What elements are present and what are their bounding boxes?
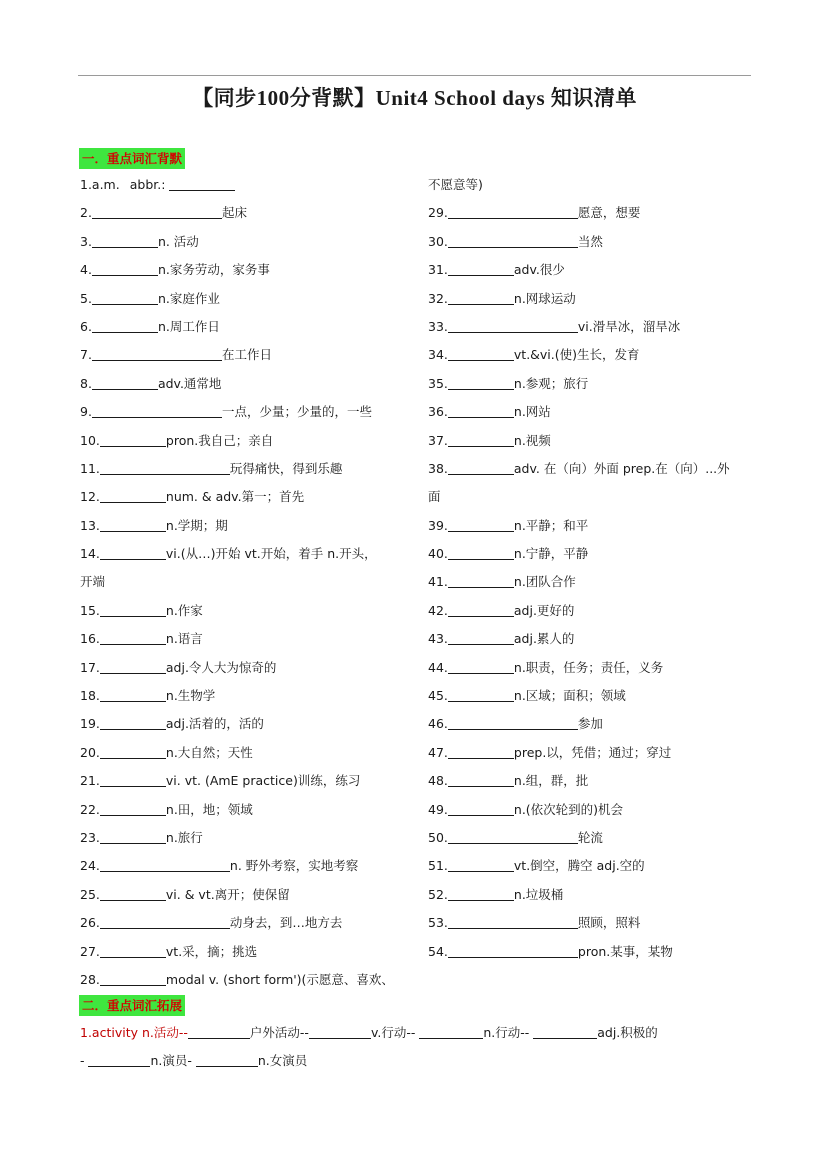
vocab-item [80,341,410,369]
item-number: 11. [80,460,100,476]
item-definition: n.网站 [513,404,551,420]
item-number: 42. [428,602,448,618]
vocab-item [80,512,410,540]
item-definition: n.参观；旅行 [513,375,589,391]
vocab-item [428,682,758,710]
answer-blank[interactable] [448,829,578,844]
item-number: 46. [428,716,448,732]
vocab-item [428,852,758,880]
item-definition: 参加 [577,716,603,732]
answer-blank[interactable] [448,914,578,929]
item-definition: n.区域；面积；领域 [513,688,626,704]
answer-blank[interactable] [448,630,514,645]
answer-blank[interactable] [448,687,514,702]
item-number: 53. [428,915,448,931]
item-definition: n.旅行 [165,829,203,845]
vocab-item [80,654,410,682]
item-number: 37. [428,432,448,448]
vocab-item [428,256,758,284]
item-number: 18. [80,688,100,704]
item-number: 6. [80,318,92,334]
answer-blank[interactable] [100,545,166,560]
vocab-item [428,285,758,313]
item-definition: vi. vt. (AmE practice)训练，练习 [165,773,361,789]
answer-blank[interactable] [100,715,166,730]
extension-part: 户外活动-- [249,1025,309,1040]
item-definition: 当然 [577,233,603,249]
vocab-item [80,228,410,256]
item-definition: 愿意，想要 [577,205,641,221]
item-number: 9. [80,404,92,420]
answer-blank[interactable] [100,630,166,645]
item-definition: n.大自然；天性 [165,744,253,760]
answer-blank[interactable] [448,659,514,674]
item-number: 41. [428,574,448,590]
answer-blank[interactable] [448,943,578,958]
answer-blank[interactable] [448,744,514,759]
vocab-item [428,540,758,568]
item-definition: 一点，少量；少量的，一些 [221,404,372,420]
vocab-item [80,710,410,738]
vocab-item [80,398,410,426]
vocab-item [428,739,758,767]
vocab-item [80,824,410,852]
answer-blank[interactable] [100,488,166,503]
vocab-item [80,370,410,398]
item-number: 50. [428,829,448,845]
vocab-item [428,625,758,653]
vocab-item [428,341,758,369]
item-number: 4. [80,262,92,278]
answer-blank[interactable] [448,801,514,816]
answer-blank[interactable] [100,829,166,844]
item-definition: n.平静；和平 [513,517,589,533]
item-number: 27. [80,943,100,959]
item-number: 15. [80,602,100,618]
item-number: 2. [80,205,92,221]
item-number: 25. [80,886,100,902]
answer-blank[interactable] [100,857,230,872]
vocab-item [80,909,410,937]
item-number: 51. [428,858,448,874]
item-definition: n.职责，任务；责任，义务 [513,659,664,675]
item-number: 22. [80,801,100,817]
vocab-item [80,881,410,909]
extension-line-actor [80,1051,307,1071]
answer-blank[interactable] [100,460,230,475]
item-number: 32. [428,290,448,306]
answer-blank[interactable] [100,659,166,674]
item-number: 34. [428,347,448,363]
item-definition: adj.更好的 [513,602,575,618]
item-prefix: abbr.: [129,177,166,192]
item-definition: vi. & vt.离开；使保留 [165,886,290,902]
extension-part: adj.积极的 [597,1025,658,1040]
item-number: 54. [428,943,448,959]
item-definition: vt.&vi.(使)生长，发育 [513,347,640,363]
answer-blank[interactable] [169,176,235,191]
vocab-item [80,256,410,284]
answer-blank[interactable] [448,318,578,333]
vocab-item [80,966,410,994]
item-number: 12. [80,489,100,505]
answer-blank[interactable] [448,346,514,361]
item-definition: 不愿意等) [428,177,483,192]
answer-blank[interactable] [100,943,166,958]
item-definition: 动身去，到…地方去 [229,915,343,931]
item-number: 28. [80,971,100,987]
item-number: 35. [428,375,448,391]
item-definition: vi.(从…)开始 vt.开始，着手 n.开头， [165,546,377,562]
vocab-item [428,909,758,937]
answer-blank[interactable] [448,886,514,901]
item-definition: adv.通常地 [157,375,222,391]
vocab-item [428,398,758,426]
vocab-column-right [428,171,758,966]
vocab-item [428,199,758,227]
vocab-item [428,938,758,966]
extension-lead: 1.activity n.活动-- [80,1025,188,1040]
answer-blank[interactable] [92,318,158,333]
extension-part: v.行动-- [370,1025,420,1040]
item-definition: n.生物学 [165,688,216,704]
item-definition: adv. 在（向）外面 prep.在（向）...外 [513,460,730,476]
item-number: 10. [80,432,100,448]
vocab-item [80,171,410,199]
vocab-item [428,568,758,596]
answer-blank[interactable] [448,857,514,872]
answer-blank[interactable] [188,1024,250,1039]
answer-blank[interactable] [100,744,166,759]
vocab-item [428,654,758,682]
section-heading-extension: 二．重点词汇拓展 [79,995,185,1016]
vocab-item [428,796,758,824]
item-definition: adj.令人大为惊奇的 [165,659,277,675]
answer-blank[interactable] [100,687,166,702]
vocab-item [80,483,410,511]
vocab-item [80,455,410,483]
item-definition: n.(依次轮到的)机会 [513,801,624,817]
item-definition: 起床 [221,205,247,221]
item-definition: n.垃圾桶 [513,886,564,902]
answer-blank[interactable] [92,233,158,248]
vocab-item [428,881,758,909]
answer-blank[interactable] [448,261,514,276]
vocab-item [428,767,758,795]
answer-blank[interactable] [92,375,158,390]
header-rule [78,75,751,76]
item-definition: n.家务劳动，家务事 [157,262,270,278]
item-number: 43. [428,631,448,647]
item-definition: 玩得痛快，得到乐趣 [229,460,343,476]
item-definition: n.周工作日 [157,318,220,334]
vocab-item [80,597,410,625]
answer-blank[interactable] [448,772,514,787]
item-definition: prep.以，凭借；通过；穿过 [513,744,672,760]
answer-blank[interactable] [448,290,514,305]
answer-blank[interactable] [448,460,514,475]
answer-blank[interactable] [92,290,158,305]
answer-blank[interactable] [448,545,514,560]
answer-blank[interactable] [100,772,166,787]
answer-blank[interactable] [448,403,514,418]
answer-blank[interactable] [419,1024,483,1039]
item-number: 16. [80,631,100,647]
vocab-item [428,313,758,341]
vocab-item [428,370,758,398]
answer-blank[interactable] [100,886,166,901]
answer-blank[interactable] [100,432,166,447]
item-definition: vi.滑旱冰，溜旱冰 [577,318,681,334]
item-definition: n. 活动 [157,233,199,249]
answer-blank[interactable] [100,971,166,986]
item-definition: 面 [428,489,441,505]
answer-blank[interactable] [92,403,222,418]
item-definition: n.团队合作 [513,574,576,590]
item-definition: modal v. (short form')(示愿意、喜欢、 [165,971,394,987]
vocab-item [80,540,410,568]
vocab-item-continuation [428,171,758,199]
section-heading-vocab: 一．重点词汇背默 [79,148,185,169]
item-number: 3. [80,233,92,249]
vocab-column-left [80,171,410,994]
vocab-item [428,427,758,455]
vocab-item [428,710,758,738]
answer-blank[interactable] [88,1052,150,1067]
item-definition: n.田，地；领域 [165,801,253,817]
item-definition: n.作家 [165,602,203,618]
item-number: 30. [428,233,448,249]
answer-blank[interactable] [533,1024,597,1039]
item-definition: n.网球运动 [513,290,576,306]
item-definition: pron.我自己；亲自 [165,432,274,448]
vocab-item [80,852,410,880]
item-definition: n.组，群，批 [513,773,589,789]
item-number: 7. [80,347,92,363]
item-number: 47. [428,744,448,760]
answer-blank[interactable] [196,1052,258,1067]
extension-part: n.行动-- [483,1025,534,1040]
vocab-item [80,767,410,795]
item-definition: n.宁静，平静 [513,546,589,562]
item-definition: n.视频 [513,432,551,448]
page-title: 【同步100分背默】Unit4 School days 知识清单 [192,86,637,110]
item-number: 45. [428,688,448,704]
item-definition: n.学期；期 [165,517,228,533]
item-number: 8. [80,375,92,391]
item-definition: 开端 [80,574,106,590]
item-number: 40. [428,546,448,562]
answer-blank[interactable] [92,346,222,361]
item-number: 13. [80,517,100,533]
extension-line-activity [80,1023,658,1043]
item-definition: n. 野外考察，实地考察 [229,858,359,874]
extension-part: n.女演员 [257,1053,308,1068]
item-number: 24. [80,858,100,874]
vocab-item-continuation [428,483,758,511]
item-definition: 轮流 [577,829,603,845]
item-definition: vt.倒空，腾空 adj.空的 [513,858,645,874]
item-number: 49. [428,801,448,817]
answer-blank[interactable] [448,375,514,390]
item-definition: 照顾，照料 [577,915,641,931]
answer-blank[interactable] [448,204,578,219]
item-number: 38. [428,460,448,476]
vocab-item [80,625,410,653]
vocab-item [428,228,758,256]
item-number: 26. [80,915,100,931]
item-number: 52. [428,886,448,902]
answer-blank[interactable] [448,517,514,532]
answer-blank[interactable] [309,1024,371,1039]
vocab-item [80,199,410,227]
vocab-item [428,512,758,540]
item-number: 36. [428,404,448,420]
answer-blank[interactable] [92,261,158,276]
item-number: 21. [80,773,100,789]
vocab-item [428,597,758,625]
item-definition: adj.活着的，活的 [165,716,264,732]
vocab-item [428,455,758,483]
item-number: 20. [80,744,100,760]
vocab-item [80,739,410,767]
item-definition: adv.很少 [513,262,565,278]
vocab-item [80,796,410,824]
extension-lead: - [80,1053,89,1068]
vocab-item-continuation [80,568,410,596]
answer-blank[interactable] [448,432,514,447]
item-definition: n.语言 [165,631,203,647]
answer-blank[interactable] [100,602,166,617]
item-number: 5. [80,290,92,306]
answer-blank[interactable] [448,233,578,248]
item-number: 23. [80,829,100,845]
answer-blank[interactable] [100,517,166,532]
answer-blank[interactable] [448,715,578,730]
item-number: 14. [80,546,100,562]
item-number: 19. [80,716,100,732]
vocab-item [80,285,410,313]
item-number: 48. [428,773,448,789]
vocab-item [80,313,410,341]
answer-blank[interactable] [448,602,514,617]
item-definition: pron.某事，某物 [577,943,673,959]
vocab-item [428,824,758,852]
item-number: 17. [80,659,100,675]
item-definition: adj.累人的 [513,631,575,647]
item-number: 44. [428,659,448,675]
vocab-item [80,427,410,455]
item-definition: vt.采，摘；挑选 [165,943,258,959]
answer-blank[interactable] [100,914,230,929]
vocab-item [80,938,410,966]
answer-blank[interactable] [92,204,222,219]
item-definition: n.家庭作业 [157,290,220,306]
item-definition: 在工作日 [221,347,272,363]
item-definition: num. & adv.第一；首先 [165,489,305,505]
item-number: 31. [428,262,448,278]
answer-blank[interactable] [448,573,514,588]
vocab-item [80,682,410,710]
item-number: 29. [428,205,448,221]
answer-blank[interactable] [100,801,166,816]
extension-part: n.演员- [150,1053,196,1068]
item-number: 33. [428,318,448,334]
item-number: 39. [428,517,448,533]
item-number: 1.a.m. [80,177,120,192]
